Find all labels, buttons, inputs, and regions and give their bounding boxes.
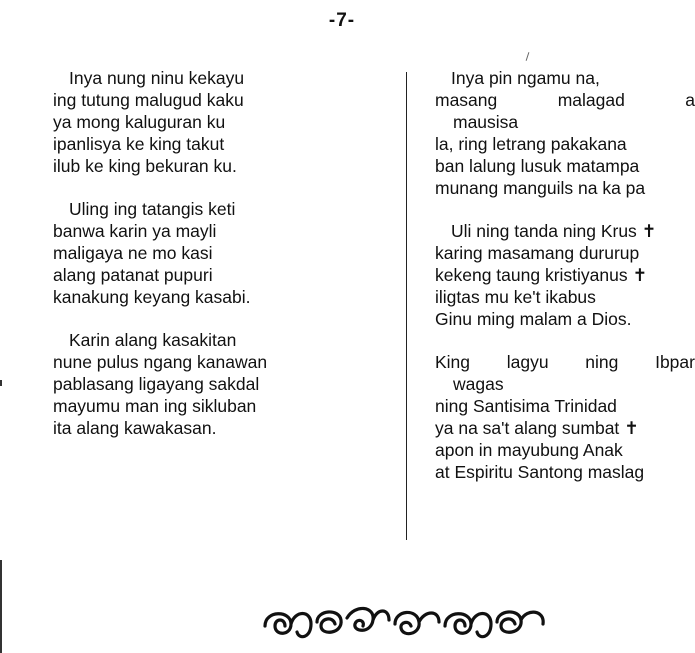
verse-line: ilub ke king bekuran ku. — [53, 156, 237, 176]
verse-line-justified — [435, 351, 695, 373]
verse-line: munang manguils na ka pa — [435, 178, 646, 198]
stanza — [435, 220, 695, 330]
verse-line: nune pulus ngang kanawan — [53, 352, 268, 372]
verse-line: ita alang kawakasan. — [53, 418, 217, 438]
verse-word: masang — [435, 90, 498, 110]
stanza — [435, 67, 695, 199]
scan-edge-mark — [0, 380, 2, 386]
verse-line: ya mong kaluguran ku — [53, 112, 226, 132]
verse-line: mausisa — [453, 112, 519, 132]
stanza — [53, 329, 267, 439]
verse-line: Inya nung ninu kekayu — [69, 68, 245, 88]
verse-line: alang patanat pupuri — [53, 265, 213, 285]
verse-line: ya na sa't alang sumbat ✝ — [435, 418, 639, 438]
verse-line: ban lalung lusuk matampa — [435, 156, 640, 176]
verse-line: Uli ning tanda ning Krus ✝ — [451, 221, 657, 241]
stanza — [53, 198, 267, 308]
stanza — [435, 351, 695, 483]
verse-line: Uling ing tatangis keti — [69, 199, 236, 219]
left-column — [53, 67, 267, 460]
column-divider — [406, 72, 407, 540]
verse-line: kekeng taung kristiyanus ✝ — [435, 265, 648, 285]
verse-line: ing tutung malugud kaku — [53, 90, 244, 110]
verse-line: banwa karin ya mayli — [53, 221, 217, 241]
verse-word: a — [685, 90, 695, 110]
verse-line: Inya pin ngamu na, — [451, 68, 600, 88]
verse-line: kanakung keyang kasabi. — [53, 287, 251, 307]
verse-line: pablasang ligayang sakdal — [53, 374, 260, 394]
verse-line-justified — [435, 89, 695, 111]
verse-line: maligaya ne mo kasi — [53, 243, 213, 263]
verse-line: ning Santisima Trinidad — [435, 396, 617, 416]
verse-line: wagas — [453, 374, 504, 394]
decorative-scroll-ornament-icon — [255, 596, 555, 646]
page-number: -7- — [328, 10, 356, 31]
scan-edge-mark — [0, 560, 2, 653]
verse-word: Ibpar — [655, 352, 695, 372]
verse-line: Ginu ming malam a Dios. — [435, 309, 632, 329]
verse-word: malagad — [557, 90, 625, 110]
verse-word: King — [435, 352, 471, 372]
verse-line: mayumu man ing sikluban — [53, 396, 257, 416]
verse-line: karing masamang dururup — [435, 243, 640, 263]
verse-line: Karin alang kasakitan — [69, 330, 237, 350]
verse-line: iligtas mu ke't ikabus — [435, 287, 596, 307]
verse-line: apon in mayubung Anak — [435, 440, 623, 460]
verse-word: ning — [585, 352, 619, 372]
verse-line: ipanlisya ke king takut — [53, 134, 225, 154]
verse-line: at Espiritu Santong maslag — [435, 462, 645, 482]
stray-mark — [526, 52, 530, 61]
right-column — [435, 67, 695, 504]
stanza — [53, 67, 267, 177]
verse-word: lagyu — [506, 352, 549, 372]
verse-line: la, ring letrang pakakana — [435, 134, 627, 154]
